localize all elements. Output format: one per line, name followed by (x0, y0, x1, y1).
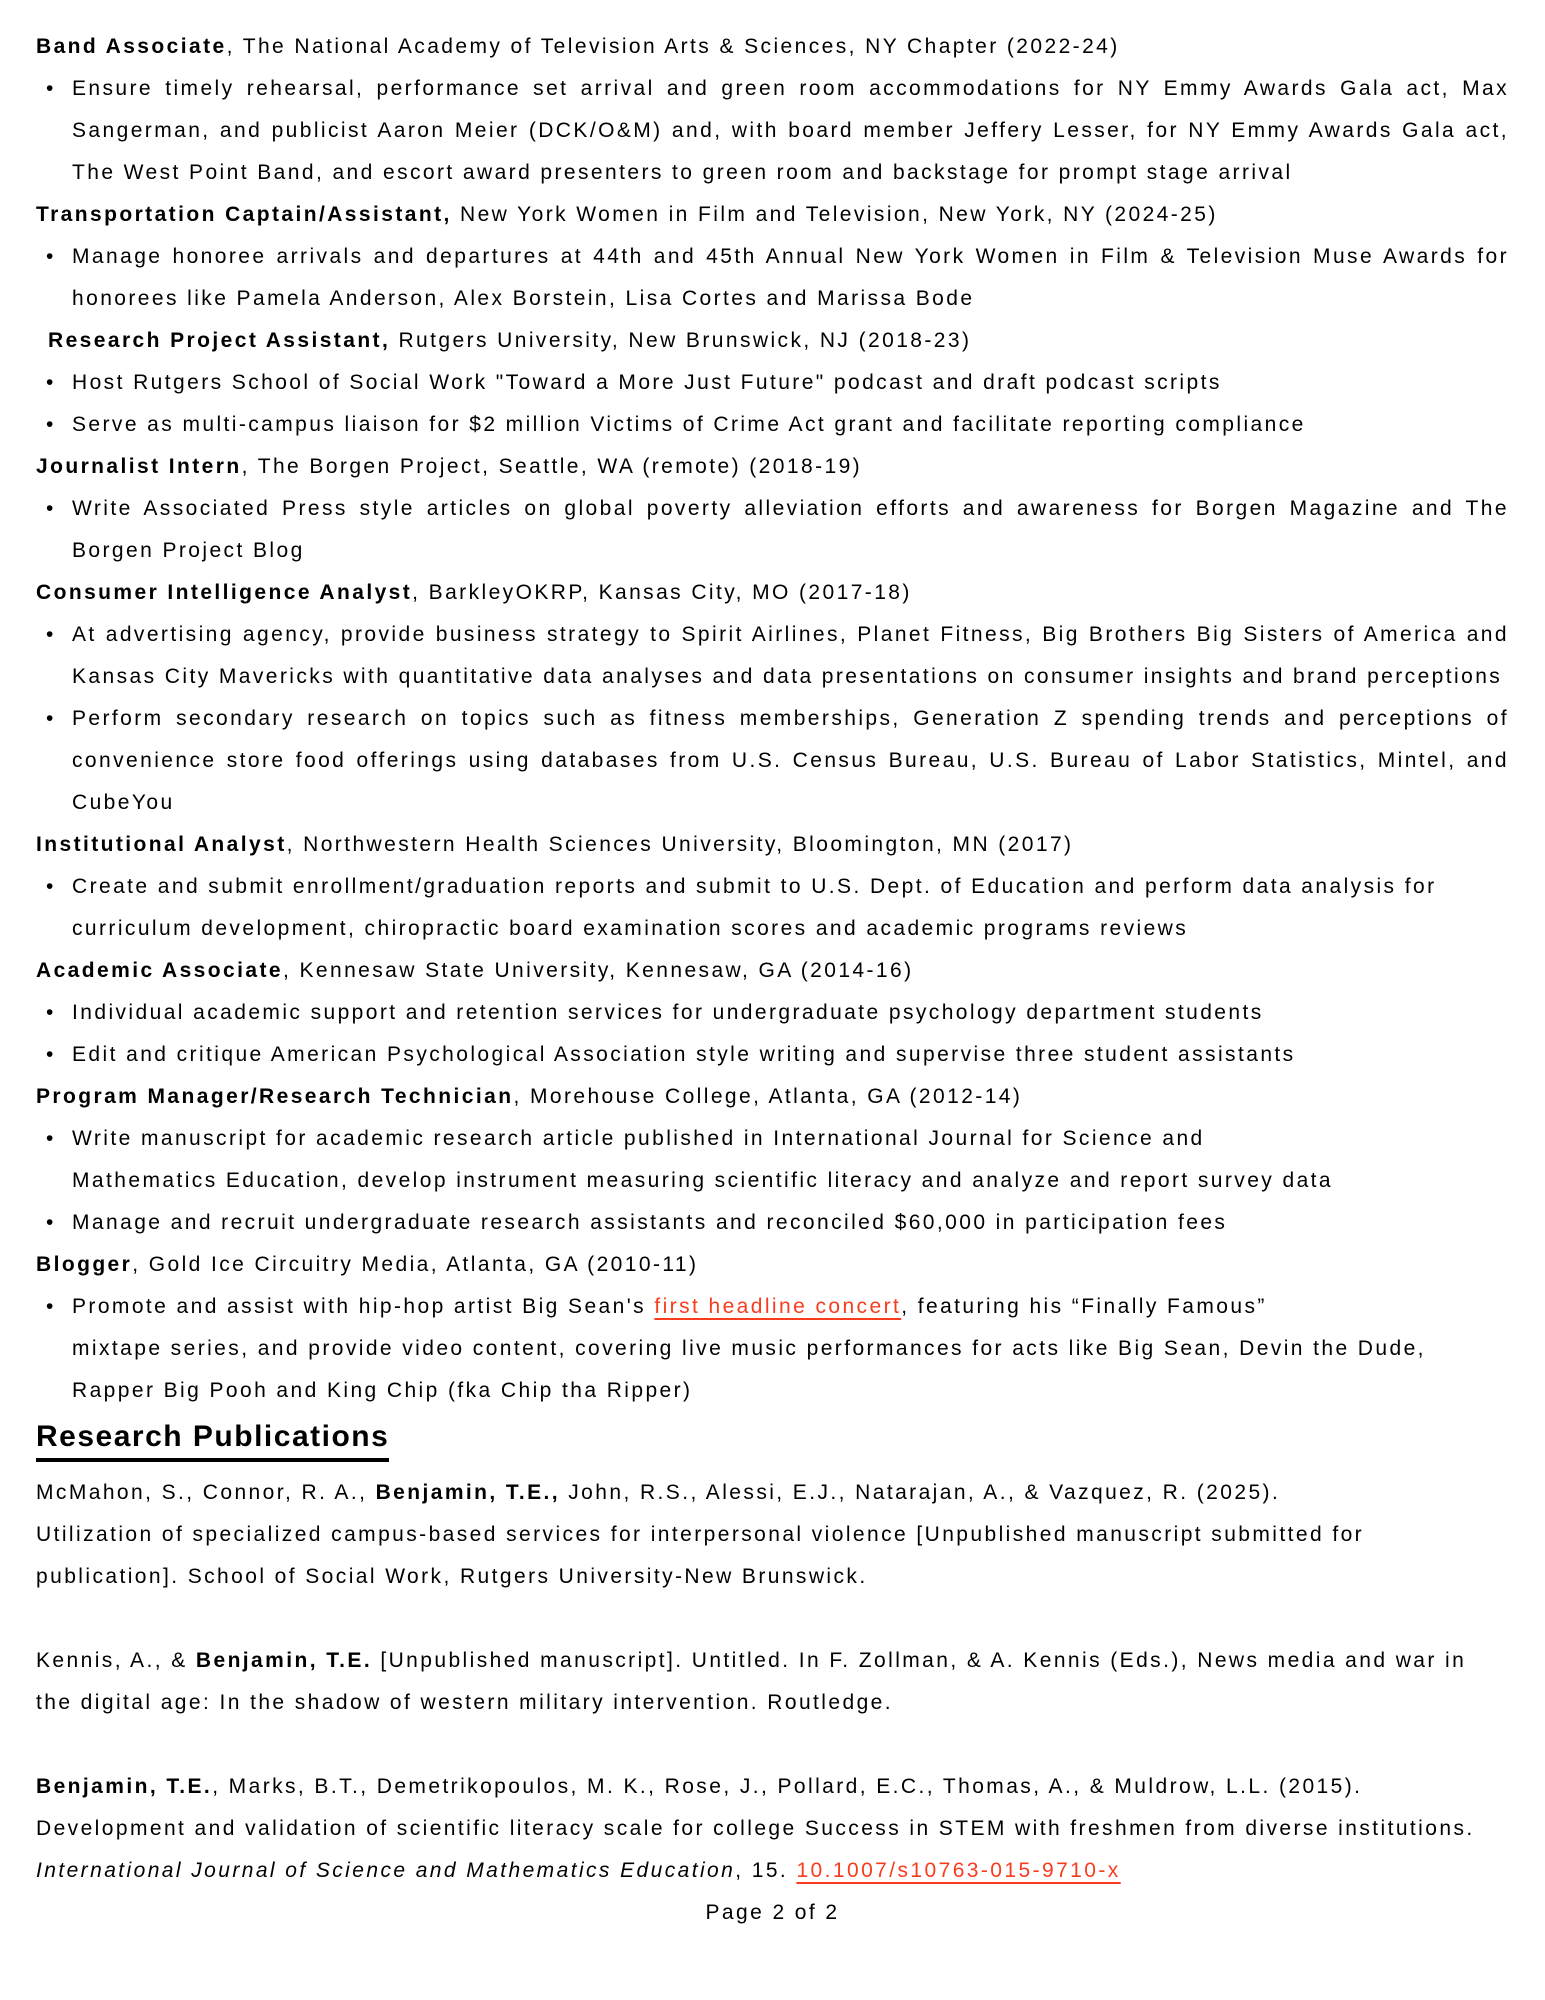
bullet (36, 992, 1509, 1034)
bullet (36, 68, 1509, 194)
bullet-text (72, 1286, 1509, 1412)
bullet-text (72, 1202, 1509, 1244)
job-title-journalist-intern: Journalist Intern (36, 455, 242, 478)
job-section-institutional-analyst (36, 824, 1509, 950)
job-org-academic-associate: , Kennesaw State University, Kennesaw, GA (2014-16) (282, 959, 914, 982)
publication-citation (36, 1640, 1509, 1724)
text-run: Ensure timely rehearsal, performance set arrival and green room accommodations for NY Emmy Awards Gala act, Max Sangerman, and publicist Aaron Meier (DCK/O&M) and, with board member Jeffery Lesser, for NY Emmy Awards Gala act, The West Point Band, and escort award presenters to green room and backstage for prompt stage arrival (72, 77, 1509, 184)
text-run: Serve as multi-campus liaison for $2 million Victims of Crime Act grant and facilitate reporting compliance (72, 413, 1306, 436)
bullet-text (72, 866, 1509, 950)
job-org-journalist-intern: , The Borgen Project, Seattle, WA (remote) (2018-19) (241, 455, 863, 478)
job-section-research-project-assistant (36, 320, 1509, 446)
doi-link[interactable]: 10.1007/s10763-015-9710-x (796, 1858, 1121, 1882)
job-title-blogger: Blogger (36, 1253, 133, 1276)
job-org-transportation-captain: New York Women in Film and Television, New York, NY (2024-25) (451, 203, 1218, 226)
job-title-institutional-analyst: Institutional Analyst (36, 833, 287, 856)
text-run: Manage honoree arrivals and departures at 44th and 45th Annual New York Women in Film & Television Muse Awards for honorees like Pamela Anderson, Alex Borstein, Lisa Cortes and Marissa Bode (72, 245, 1509, 310)
job-section-consumer-intelligence-analyst (36, 572, 1509, 824)
text-run: [Unpublished manuscript]. Untitled. In F. Zollman, & A. Kennis (Eds.), News media and war in the digital age: In the shadow of western military intervention. Routledge. (36, 1648, 1467, 1714)
bold-text: Benjamin, T.E. (195, 1648, 373, 1672)
job-title-consumer-intelligence-analyst: Consumer Intelligence Analyst (36, 581, 413, 604)
job-title-program-manager: Program Manager/Research Technician (36, 1085, 514, 1108)
bullet-text (72, 362, 1509, 404)
bold-text: Benjamin, T.E., (375, 1480, 561, 1504)
bullet-text (72, 488, 1509, 572)
text-run: , 15. (735, 1858, 797, 1882)
job-heading-institutional-analyst (36, 824, 1509, 866)
job-heading-program-manager (36, 1076, 1509, 1118)
text-run: Write manuscript for academic research article published in International Journal for Science and Mathematics Education, develop instrument measuring scientific literacy and analyze and report survey data (72, 1127, 1334, 1192)
text-run: Create and submit enrollment/graduation reports and submit to U.S. Dept. of Education and perform data analysis for curriculum development, chiropractic board examination scores and academic programs reviews (72, 875, 1437, 940)
publication-citation (36, 1472, 1509, 1598)
job-section-journalist-intern (36, 446, 1509, 572)
bullet (36, 698, 1509, 824)
job-section-transportation-captain (36, 194, 1509, 320)
bullet-text (72, 698, 1509, 824)
bullet (36, 1118, 1509, 1202)
job-heading-transportation-captain (36, 194, 1509, 236)
text-run: Perform secondary research on topics such as fitness memberships, Generation Z spending trends and perceptions of convenience store food offerings using databases from U.S. Census Bureau, U.S. Bureau of Labor Statistics, Mintel, and CubeYou (72, 707, 1509, 814)
job-heading-academic-associate (36, 950, 1509, 992)
page-number: Page 2 of 2 (705, 1900, 840, 1924)
text-run: , featuring his “Finally Famous” mixtape series, and provide video content, covering live music performances for acts like Big Sean, Devin the Dude, Rapper Big Pooh and King Chip (fka Chip tha Ripper) (72, 1295, 1426, 1402)
first-headline-concert-link[interactable]: first headline concert (654, 1295, 902, 1318)
text-run: McMahon, S., Connor, R. A., (36, 1480, 376, 1504)
bullet (36, 1034, 1509, 1076)
job-heading-journalist-intern (36, 446, 1509, 488)
bullet (36, 614, 1509, 698)
job-org-blogger: , Gold Ice Circuitry Media, Atlanta, GA (2010-11) (132, 1253, 699, 1276)
text-run: Manage and recruit undergraduate research assistants and reconciled $60,000 in participation fees (72, 1211, 1228, 1234)
job-org-research-project-assistant: Rutgers University, New Brunswick, NJ (2018-23) (390, 329, 972, 352)
text-run: Write Associated Press style articles on global poverty alleviation efforts and awareness for Borgen Magazine and The Borgen Project Blog (72, 497, 1509, 562)
text-run: Edit and critique American Psychological Association style writing and supervise three student assistants (72, 1043, 1296, 1066)
text-run: At advertising agency, provide business strategy to Spirit Airlines, Planet Fitness, Big Brothers Big Sisters of America and Kansas City Mavericks with quantitative data analyses and data presentations on consumer insights and brand perceptions (72, 623, 1509, 688)
job-section-blogger (36, 1244, 1509, 1412)
bullet-text (72, 404, 1509, 446)
publications-heading: Research Publications (36, 1418, 389, 1462)
bullet-text (72, 1034, 1509, 1076)
text-run: Individual academic support and retention services for undergraduate psychology department students (72, 1001, 1264, 1024)
job-org-consumer-intelligence-analyst: , BarkleyOKRP, Kansas City, MO (2017-18) (412, 581, 912, 604)
job-title-band-associate: Band Associate (36, 35, 227, 58)
italic-text: International Journal of Science and Mathematics Education (36, 1858, 736, 1882)
bullet (36, 404, 1509, 446)
job-heading-blogger (36, 1244, 1509, 1286)
bullet (36, 362, 1509, 404)
bullet-text (72, 68, 1509, 194)
bullet (36, 488, 1509, 572)
bullet-text (72, 1118, 1509, 1202)
bullet-text (72, 614, 1509, 698)
text-run: , Marks, B.T., Demetrikopoulos, M. K., Rose, J., Pollard, E.C., Thomas, A., & Muldrow, L.L. (2015). Development and validation of scientific literacy scale for college Success in STEM with freshmen from diverse institutions. (36, 1774, 1475, 1840)
job-section-academic-associate (36, 950, 1509, 1076)
job-title-transportation-captain: Transportation Captain/Assistant, (36, 203, 452, 226)
job-org-band-associate: , The National Academy of Television Arts & Sciences, NY Chapter (2022-24) (226, 35, 1120, 58)
bullet (36, 1286, 1509, 1412)
text-run: Kennis, A., & (36, 1648, 196, 1672)
job-org-institutional-analyst: , Northwestern Health Sciences University, Bloomington, MN (2017) (286, 833, 1074, 856)
bullet-text (72, 236, 1509, 320)
job-heading-band-associate (36, 26, 1509, 68)
job-heading-consumer-intelligence-analyst (36, 572, 1509, 614)
job-section-program-manager (36, 1076, 1509, 1244)
job-org-program-manager: , Morehouse College, Atlanta, GA (2012-14) (513, 1085, 1023, 1108)
bullet (36, 236, 1509, 320)
text-run: Host Rutgers School of Social Work "Toward a More Just Future" podcast and draft podcast scripts (72, 371, 1222, 394)
bullet (36, 866, 1509, 950)
job-heading-research-project-assistant (36, 320, 1509, 362)
job-title-research-project-assistant: Research Project Assistant, (48, 329, 391, 352)
text-run: Promote and assist with hip-hop artist Big Sean's (72, 1295, 655, 1318)
job-section-band-associate (36, 26, 1509, 194)
bullet (36, 1202, 1509, 1244)
publication-citation (36, 1766, 1509, 1892)
text-run: John, R.S., Alessi, E.J., Natarajan, A., & Vazquez, R. (2025). Utilization of specialized campus-based services for interpersonal violence [Unpublished manuscript submitted for publication]. School of Social Work, Rutgers University-New Brunswick. (36, 1480, 1365, 1588)
bold-text: Benjamin, T.E. (36, 1774, 213, 1798)
bullet-text (72, 992, 1509, 1034)
publications-section (36, 1412, 1509, 1892)
job-title-academic-associate: Academic Associate (36, 959, 283, 982)
